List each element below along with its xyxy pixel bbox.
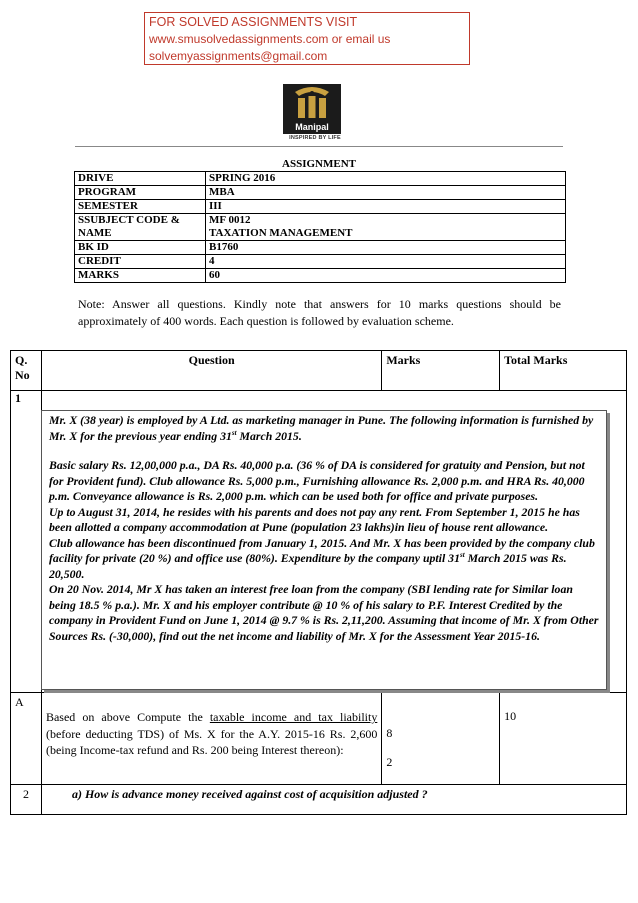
marks-value: 8 bbox=[386, 726, 393, 740]
header-question: Question bbox=[41, 351, 381, 391]
logo-emblem-icon bbox=[283, 84, 341, 134]
table-header-row bbox=[11, 351, 627, 391]
promo-banner bbox=[144, 12, 470, 65]
assignment-info-table bbox=[74, 171, 566, 283]
info-key: DRIVE bbox=[75, 172, 206, 186]
text-span: March 2015 was Rs. 20,500. bbox=[49, 551, 567, 581]
table-row bbox=[75, 214, 566, 241]
question-paragraph bbox=[49, 413, 599, 444]
info-value: III bbox=[206, 200, 566, 214]
total-marks-value: 10 bbox=[500, 693, 627, 785]
text-span: Mr. X (38 year) is employed by A Ltd. as marketing manager in Pune. The following information is furnished by Mr. X for the previous year ending 31 bbox=[49, 413, 594, 443]
table-row bbox=[75, 241, 566, 255]
text-span: March 2015. bbox=[236, 428, 302, 443]
question-2-text: a) How is advance money received against cost of acquisition adjusted ? bbox=[41, 785, 626, 815]
manipal-logo bbox=[283, 84, 347, 144]
info-value: MBA bbox=[206, 186, 566, 200]
sub-question-text-part: Based on above Compute the bbox=[45, 710, 210, 724]
info-value: B1760 bbox=[206, 241, 566, 255]
banner-line-1: FOR SOLVED ASSIGNMENTS VISIT bbox=[149, 15, 358, 29]
question-paragraph: Up to August 31, 2014, he resides with his parents and does not pay any rent. From September 1, 2015 he has been allotted a company accommodation at Pune (population 23 lakhs)in lieu of house rent allowance. bbox=[49, 504, 580, 534]
table-row bbox=[75, 200, 566, 214]
table-row bbox=[11, 693, 627, 785]
subject-name: TAXATION MANAGEMENT bbox=[209, 227, 353, 239]
subject-code: MF 0012 bbox=[209, 214, 251, 226]
superscript: st bbox=[459, 551, 465, 560]
table-row bbox=[75, 186, 566, 200]
table-row bbox=[75, 172, 566, 186]
question-paragraph: On 20 Nov. 2014, Mr X has taken an interest free loan from the company (SBI lending rate for Similar loan being 18.5 % p.a.). Mr. X and his employer contribute @ 10 % of his salary to P.F. Interest Credited by the company in Provident Fund on June 1, 2014 @ 9.7 % is Rs. 2,11,200. Assuming that income of Mr. X from Other Sources Rs. (-30,000), find out the net income and liability of Mr. X for the Assessment Year 2015-16. bbox=[49, 582, 599, 643]
info-key: BK ID bbox=[75, 241, 206, 255]
info-key: SSUBJECT CODE & NAME bbox=[75, 214, 206, 241]
table-row bbox=[11, 785, 627, 815]
sub-question-underlined: taxable income and tax liability bbox=[209, 710, 378, 724]
info-key: PROGRAM bbox=[75, 186, 206, 200]
info-value: SPRING 2016 bbox=[206, 172, 566, 186]
info-key: CREDIT bbox=[75, 255, 206, 269]
info-key: MARKS bbox=[75, 269, 206, 283]
question-number: 1 bbox=[11, 391, 42, 693]
question-number: 2 bbox=[11, 785, 42, 815]
logo-wordmark: Manipal bbox=[295, 122, 329, 132]
info-key: SEMESTER bbox=[75, 200, 206, 214]
question-1-text-box bbox=[41, 410, 607, 690]
info-value: 60 bbox=[206, 269, 566, 283]
sub-question-label: A bbox=[11, 693, 42, 785]
table-row bbox=[75, 269, 566, 283]
info-value bbox=[206, 214, 566, 241]
superscript: st bbox=[231, 428, 237, 437]
header-divider bbox=[75, 146, 563, 147]
instructions-note: Note: Answer all questions. Kindly note that answers for 10 marks questions should be approximately of 400 words. Each question is followed by evaluation scheme. bbox=[78, 297, 561, 328]
banner-line-3[interactable]: solvemyassignments@gmail.com bbox=[149, 49, 328, 63]
question-paragraph bbox=[49, 536, 599, 583]
header-total-marks: Total Marks bbox=[500, 351, 627, 391]
banner-line-2[interactable]: www.smusolvedassignments.com or email us bbox=[149, 32, 391, 46]
header-marks: Marks bbox=[382, 351, 500, 391]
sub-question-text-part: (before deducting TDS) of Ms. X for the A.Y. 2015-16 Rs. 2,600 (being Income-tax refund and Rs. 200 being Interest thereon): bbox=[45, 726, 378, 757]
info-value: 4 bbox=[206, 255, 566, 269]
table-row bbox=[75, 255, 566, 269]
question-paragraph: Basic salary Rs. 12,00,000 p.a., DA Rs. 40,000 p.a. (36 % of DA is considered for gratuity and Pension, but not for Provident fund). Club allowance Rs. 5,000 p.m., Furnishing allowance Rs. 2,000 p.m. and HRA Rs. 40,000 p.m. Conveyance allowance is Rs. 2,000 p.m. which can be used both for office and private purposes. bbox=[49, 458, 585, 503]
sub-question-text bbox=[41, 693, 381, 785]
marks-cell bbox=[382, 693, 500, 785]
header-qno: Q. No bbox=[11, 351, 42, 391]
marks-value: 2 bbox=[386, 754, 393, 769]
text-span: Club allowance has been discontinued from January 1, 2015. And Mr. X has been provided by the company club facility for private (20 %) and office use (80%). Expenditure by the company uptil 31 bbox=[49, 535, 595, 565]
page-title: ASSIGNMENT bbox=[282, 158, 356, 170]
logo-tagline: INSPIRED BY LIFE bbox=[289, 135, 341, 141]
